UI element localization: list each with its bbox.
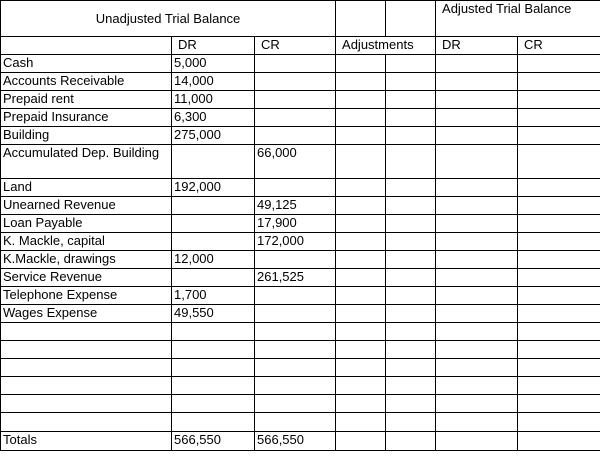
empty-row — [1, 377, 600, 395]
cell-dr: 49,550 — [172, 305, 255, 323]
cell-adjusted-cr — [518, 127, 600, 145]
cell-adjusted-dr — [436, 377, 518, 395]
cell-adj-2 — [386, 413, 436, 432]
cell-adj-1 — [336, 305, 386, 323]
cell-cr — [255, 251, 336, 269]
cell-account: Unearned Revenue — [1, 197, 172, 215]
cell-dr — [172, 215, 255, 233]
cell-account — [1, 323, 172, 341]
cell-adjusted-dr — [436, 127, 518, 145]
table-row — [1, 73, 600, 91]
adjustments-header: Adjustments — [336, 37, 436, 55]
cell-adjusted-cr — [518, 91, 600, 109]
table-row — [1, 179, 600, 197]
cell-adjusted-cr — [518, 377, 600, 395]
header-row-2 — [1, 37, 600, 55]
cell-adjusted-dr — [436, 145, 518, 179]
cell-account: Wages Expense — [1, 305, 172, 323]
cell-dr: 1,700 — [172, 287, 255, 305]
cell-account: Prepaid Insurance — [1, 109, 172, 127]
table-row — [1, 145, 600, 179]
cell-cr — [255, 395, 336, 413]
cell-adj-2 — [386, 359, 436, 377]
table-row — [1, 197, 600, 215]
cell-adjusted-cr — [518, 341, 600, 359]
cell-adjusted-cr — [518, 395, 600, 413]
cell-adjusted-cr — [518, 413, 600, 432]
cell-adj-1 — [336, 251, 386, 269]
cell-cr — [255, 413, 336, 432]
adjustments-heading-blank-2 — [386, 1, 436, 37]
totals-adjusted-dr — [436, 432, 518, 451]
cell-adj-1 — [336, 109, 386, 127]
cell-adjusted-dr — [436, 359, 518, 377]
totals-adj-2 — [386, 432, 436, 451]
cell-adj-1 — [336, 359, 386, 377]
cell-adjusted-cr — [518, 305, 600, 323]
account-column-header — [1, 37, 172, 55]
empty-row — [1, 413, 600, 432]
empty-row — [1, 323, 600, 341]
cell-adjusted-dr — [436, 341, 518, 359]
cell-adjusted-dr — [436, 55, 518, 73]
cell-adjusted-cr — [518, 323, 600, 341]
cell-cr — [255, 55, 336, 73]
adjusted-cr-header: CR — [518, 37, 600, 55]
cell-cr — [255, 359, 336, 377]
cell-dr — [172, 341, 255, 359]
cell-dr: 14,000 — [172, 73, 255, 91]
cell-dr: 192,000 — [172, 179, 255, 197]
cell-account: Telephone Expense — [1, 287, 172, 305]
cell-cr: 17,900 — [255, 215, 336, 233]
table-row — [1, 55, 600, 73]
cell-account: K.Mackle, drawings — [1, 251, 172, 269]
cell-cr — [255, 179, 336, 197]
cell-adj-2 — [386, 215, 436, 233]
cell-cr: 261,525 — [255, 269, 336, 287]
table-row — [1, 251, 600, 269]
unadjusted-dr-header: DR — [172, 37, 255, 55]
cell-account: Prepaid rent — [1, 91, 172, 109]
totals-dr: 566,550 — [172, 432, 255, 451]
cell-adj-1 — [336, 215, 386, 233]
cell-cr — [255, 323, 336, 341]
adjustments-heading-blank-1 — [336, 1, 386, 37]
cell-adj-2 — [386, 305, 436, 323]
cell-adjusted-dr — [436, 251, 518, 269]
cell-adjusted-dr — [436, 215, 518, 233]
cell-adj-2 — [386, 377, 436, 395]
cell-adj-1 — [336, 145, 386, 179]
cell-adjusted-cr — [518, 251, 600, 269]
table-row — [1, 127, 600, 145]
cell-cr: 172,000 — [255, 233, 336, 251]
cell-dr — [172, 359, 255, 377]
totals-cr: 566,550 — [255, 432, 336, 451]
cell-dr — [172, 395, 255, 413]
cell-dr: 12,000 — [172, 251, 255, 269]
cell-adjusted-cr — [518, 73, 600, 91]
empty-row — [1, 395, 600, 413]
cell-adjusted-cr — [518, 233, 600, 251]
cell-adj-2 — [386, 127, 436, 145]
table-row — [1, 287, 600, 305]
cell-account: Loan Payable — [1, 215, 172, 233]
cell-cr — [255, 127, 336, 145]
cell-adj-1 — [336, 73, 386, 91]
cell-adj-2 — [386, 395, 436, 413]
cell-adj-2 — [386, 233, 436, 251]
cell-adj-1 — [336, 269, 386, 287]
cell-cr — [255, 305, 336, 323]
cell-adj-1 — [336, 287, 386, 305]
cell-adj-2 — [386, 109, 436, 127]
cell-cr — [255, 91, 336, 109]
cell-adjusted-cr — [518, 179, 600, 197]
totals-adjusted-cr — [518, 432, 600, 451]
cell-cr — [255, 73, 336, 91]
cell-adjusted-dr — [436, 197, 518, 215]
cell-account — [1, 341, 172, 359]
cell-adj-1 — [336, 55, 386, 73]
cell-adj-1 — [336, 377, 386, 395]
cell-adjusted-cr — [518, 55, 600, 73]
table-row — [1, 269, 600, 287]
cell-account — [1, 377, 172, 395]
cell-adj-1 — [336, 91, 386, 109]
cell-dr: 11,000 — [172, 91, 255, 109]
cell-adjusted-dr — [436, 395, 518, 413]
cell-cr — [255, 341, 336, 359]
cell-adj-2 — [386, 91, 436, 109]
cell-adjusted-dr — [436, 233, 518, 251]
cell-adjusted-dr — [436, 179, 518, 197]
totals-row — [1, 432, 600, 451]
totals-adj-1 — [336, 432, 386, 451]
cell-adjusted-dr — [436, 287, 518, 305]
cell-dr — [172, 145, 255, 179]
cell-dr: 5,000 — [172, 55, 255, 73]
cell-adj-2 — [386, 269, 436, 287]
cell-account: Land — [1, 179, 172, 197]
cell-dr: 275,000 — [172, 127, 255, 145]
cell-adjusted-dr — [436, 413, 518, 432]
cell-adj-1 — [336, 395, 386, 413]
cell-adj-2 — [386, 323, 436, 341]
adjusted-dr-header: DR — [436, 37, 518, 55]
table-row — [1, 109, 600, 127]
table-row — [1, 91, 600, 109]
cell-account: Building — [1, 127, 172, 145]
cell-adj-2 — [386, 179, 436, 197]
cell-adj-1 — [336, 341, 386, 359]
cell-adj-2 — [386, 287, 436, 305]
cell-adj-2 — [386, 341, 436, 359]
totals-label: Totals — [1, 432, 172, 451]
cell-adjusted-cr — [518, 359, 600, 377]
cell-dr — [172, 377, 255, 395]
cell-account: Accounts Receivable — [1, 73, 172, 91]
cell-adjusted-dr — [436, 91, 518, 109]
cell-dr — [172, 413, 255, 432]
cell-adjusted-cr — [518, 109, 600, 127]
table-row — [1, 305, 600, 323]
cell-adjusted-cr — [518, 145, 600, 179]
cell-adjusted-cr — [518, 215, 600, 233]
empty-row — [1, 341, 600, 359]
cell-dr — [172, 233, 255, 251]
cell-cr — [255, 377, 336, 395]
cell-dr — [172, 197, 255, 215]
cell-adjusted-cr — [518, 287, 600, 305]
cell-adj-2 — [386, 73, 436, 91]
adjusted-trial-balance-heading: Adjusted Trial Balance — [436, 1, 600, 37]
cell-adjusted-cr — [518, 269, 600, 287]
cell-adj-1 — [336, 179, 386, 197]
cell-account: K. Mackle, capital — [1, 233, 172, 251]
table-row — [1, 215, 600, 233]
cell-dr: 6,300 — [172, 109, 255, 127]
cell-adj-1 — [336, 413, 386, 432]
empty-row — [1, 359, 600, 377]
cell-adjusted-cr — [518, 197, 600, 215]
cell-adj-1 — [336, 127, 386, 145]
cell-account — [1, 395, 172, 413]
cell-adj-1 — [336, 197, 386, 215]
cell-adjusted-dr — [436, 109, 518, 127]
cell-account — [1, 413, 172, 432]
header-row-1 — [1, 1, 600, 37]
cell-cr — [255, 109, 336, 127]
cell-account: Service Revenue — [1, 269, 172, 287]
cell-adj-2 — [386, 251, 436, 269]
cell-dr — [172, 323, 255, 341]
cell-adj-2 — [386, 55, 436, 73]
cell-account: Accumulated Dep. Building — [1, 145, 172, 179]
cell-account — [1, 359, 172, 377]
unadjusted-cr-header: CR — [255, 37, 336, 55]
cell-cr: 66,000 — [255, 145, 336, 179]
cell-account: Cash — [1, 55, 172, 73]
unadjusted-trial-balance-heading: Unadjusted Trial Balance — [1, 1, 336, 37]
cell-adj-1 — [336, 233, 386, 251]
table-row — [1, 233, 600, 251]
cell-adjusted-dr — [436, 305, 518, 323]
cell-dr — [172, 269, 255, 287]
cell-adj-2 — [386, 197, 436, 215]
cell-cr: 49,125 — [255, 197, 336, 215]
cell-adjusted-dr — [436, 73, 518, 91]
cell-adj-1 — [336, 323, 386, 341]
cell-adjusted-dr — [436, 269, 518, 287]
cell-cr — [255, 287, 336, 305]
cell-adj-2 — [386, 145, 436, 179]
cell-adjusted-dr — [436, 323, 518, 341]
